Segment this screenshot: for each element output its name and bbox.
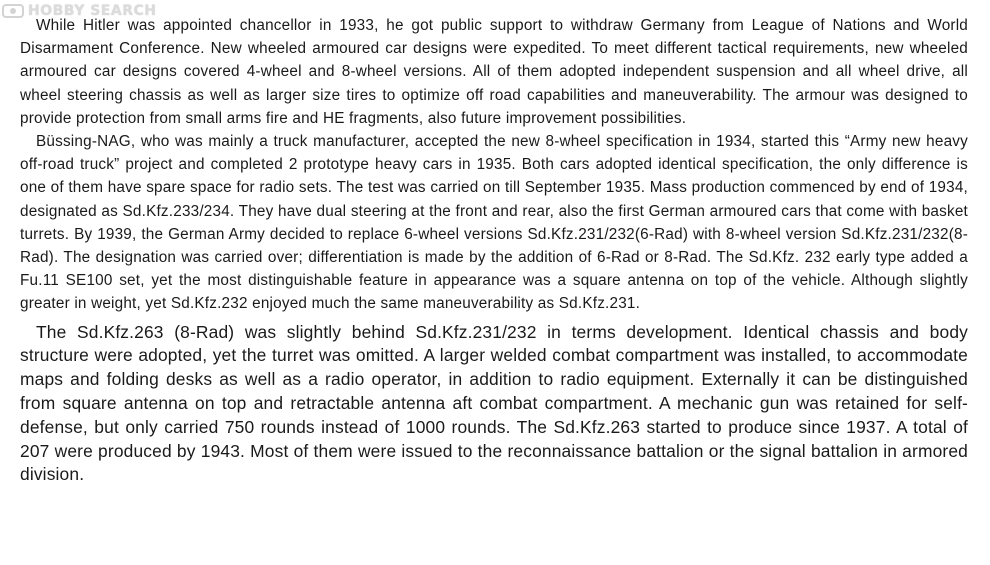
paragraph-2: Büssing-NAG, who was mainly a truck manufacturer, accepted the new 8-wheel specification in 1934, started this “Army new heavy off-road truck” project and completed 2 prototype heavy cars in 1935. Both cars adopted identical specification, the only difference is one of them have spare space for radio sets. The test was carried on till September 1935. Mass production commenced by end of 1934, designated as Sd.Kfz.233/234. They have dual steering at the front and rear, also the first German armoured cars that come with basket turrets. By 1939, the German Army decided to replace 6-wheel versions Sd.Kfz.231/232(6-Rad) with 8-wheel version Sd.Kfz.231/232(8-Rad). The designation was carried over; differentiation is made by the addition of 6-Rad or 8-Rad. The Sd.Kfz. 232 early type added a Fu.11 SE100 set, yet the most distinguishable feature in appearance was a square antenna on top of the vehicle. Although slightly greater in weight, yet Sd.Kfz.232 enjoyed much the same maneuverability as Sd.Kfz.231. bbox=[20, 133, 968, 313]
article-body bbox=[20, 14, 968, 487]
paragraph-1: While Hitler was appointed chancellor in 1933, he got public support to withdraw Germany from League of Nations and World Disarmament Conference. New wheeled armoured car designs were expedited. To meet different tactical requirements, new wheeled armoured car designs covered 4-wheel and 8-wheel versions. All of them adopted independent suspension and all wheel drive, all wheel steering chassis as well as larger size tires to optimize off road capabilities and maneuverability. The armour was designed to provide protection from small arms fire and HE fragments, also future improvement possibilities. bbox=[20, 17, 968, 127]
paragraph-3: The Sd.Kfz.263 (8-Rad) was slightly behind Sd.Kfz.231/232 in terms development. Identical chassis and body structure were adopted, yet the turret was omitted. A larger welded combat compartment was installed, to accommodate maps and folding desks as well as a radio operator, in addition to radio equipment. Externally it can be distinguished from square antenna on top and retractable antenna aft combat compartment. A mechanic gun was retained for self-defense, but only carried 750 rounds instead of 1000 rounds. The Sd.Kfz.263 started to produce since 1937. A total of 207 were produced by 1943. Most of them were issued to the reconnaissance battalion or the signal battalion in armored division. bbox=[20, 321, 968, 485]
watermark-text: HOBBY SEARCH bbox=[28, 3, 157, 19]
